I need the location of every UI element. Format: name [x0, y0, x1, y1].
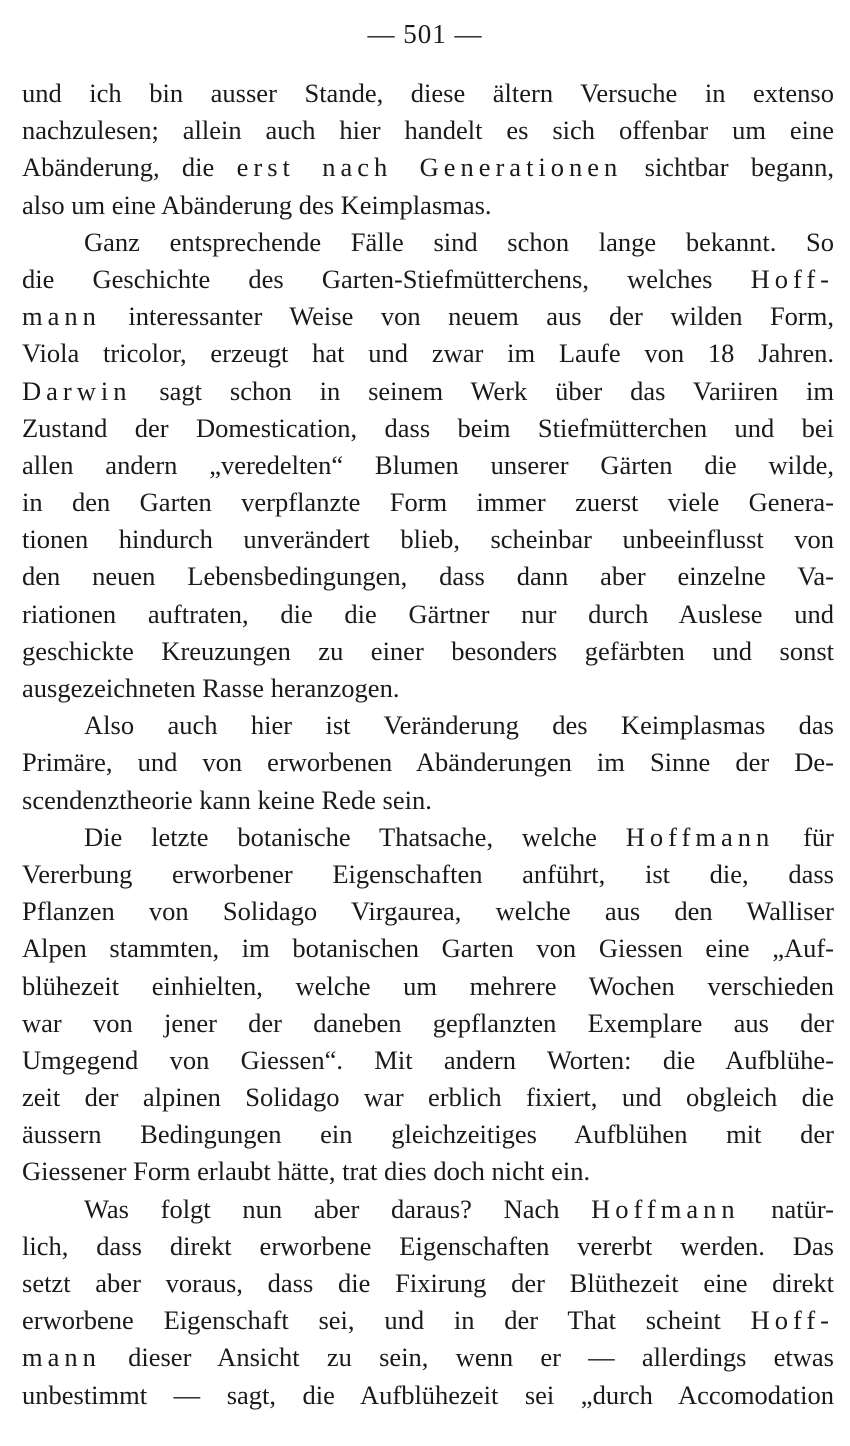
text-line: Umgegend von Giessen“. Mit andern Worten: die Aufblühe-: [22, 1044, 834, 1075]
text-line: Pflanzen von Solidago Virgaurea, welche aus den Walliser: [22, 896, 834, 927]
text-line: [22, 149, 834, 186]
text-line: scendenztheorie kann keine Rede sein.: [22, 784, 432, 815]
text-line: [22, 1339, 834, 1376]
text-line: also um eine Abänderung des Keimplasmas.: [22, 189, 492, 220]
emphasized-text: mann: [22, 301, 101, 332]
emphasized-text: Hoffmann: [591, 1193, 740, 1224]
text-segment: erworbene Eigenschaft sei, und in der That scheint: [22, 1305, 751, 1336]
text-line: [22, 1191, 834, 1228]
text-segment: sichtbar begann,: [622, 152, 834, 183]
text-line: Zustand der Domestication, dass beim Stiefmütterchen und bei: [22, 412, 834, 443]
text-line: [22, 373, 834, 410]
emphasized-text: erst nach Generationen: [236, 152, 623, 183]
emphasized-text: mann: [22, 1342, 101, 1373]
text-line: Alpen stammten, im botanischen Garten von Giessen eine „Auf-: [22, 933, 834, 964]
text-line: und ich bin ausser Stande, diese ältern Versuche in extenso: [22, 78, 834, 108]
text-segment: interessanter Weise von neuem aus der wilden Form,: [100, 301, 834, 332]
text-line: [22, 819, 834, 856]
text-line: äussern Bedingungen ein gleichzeitiges Aufblühen mit der: [22, 1119, 834, 1150]
text-line: Ganz entsprechende Fälle sind schon lange bekannt. So: [84, 226, 834, 257]
text-segment: Die letzte botanische Thatsache, welche: [84, 821, 626, 852]
text-line: lich, dass direkt erworbene Eigenschaften vererbt werden. Das: [22, 1230, 834, 1261]
emphasized-text: Hoff-: [750, 1305, 834, 1336]
emphasized-text: Hoff-: [750, 263, 834, 294]
text-line: Vererbung erworbener Eigenschaften anführt, ist die, dass: [22, 858, 834, 889]
text-line: Giessener Form erlaubt hätte, trat dies doch nicht ein.: [22, 1156, 591, 1187]
text-segment: natür-: [739, 1193, 834, 1224]
text-line: war von jener der daneben gepflanzten Exemplare aus der: [22, 1007, 834, 1038]
text-segment: die Geschichte des Garten-Stiefmütterchens, welches: [22, 263, 751, 294]
text-line: Also auch hier ist Veränderung des Keimplasmas das: [84, 710, 834, 741]
emphasized-text: Darwin: [22, 375, 132, 406]
text-line: nachzulesen; allein auch hier handelt es sich offenbar um eine: [22, 115, 834, 146]
text-segment: sagt schon in seinem Werk über das Variiren im: [131, 375, 834, 406]
text-segment: für: [774, 821, 834, 852]
page-number: — 501 —: [367, 19, 483, 49]
text-line: in den Garten verpflanzte Form immer zuerst viele Genera-: [22, 487, 834, 518]
text-line: [22, 1302, 834, 1339]
text-line: [22, 261, 834, 298]
text-line: den neuen Lebensbedingungen, dass dann aber einzelne Va-: [22, 561, 834, 592]
emphasized-text: Hoffmann: [625, 821, 775, 852]
text-line: unbestimmt — sagt, die Aufblühezeit sei „durch Accomodation: [22, 1379, 834, 1410]
text-line: setzt aber voraus, dass die Fixirung der Blüthezeit eine direkt: [22, 1268, 834, 1298]
text-line: Viola tricolor, erzeugt hat und zwar im Laufe von 18 Jahren.: [22, 338, 834, 369]
text-segment: Abänderung, die: [22, 152, 237, 183]
text-line: allen andern „veredelten“ Blumen unserer Gärten die wilde,: [22, 449, 834, 480]
text-line: tionen hindurch unverändert blieb, scheinbar unbeeinflusst von: [22, 524, 834, 555]
text-line: zeit der alpinen Solidago war erblich fixiert, und obgleich die: [22, 1082, 834, 1113]
text-segment: Was folgt nun aber daraus? Nach: [84, 1193, 592, 1224]
text-line: [22, 298, 834, 335]
text-line: geschickte Kreuzungen zu einer besonders gefärbten und sonst: [22, 635, 834, 666]
text-line: blühezeit einhielten, welche um mehrere Wochen verschieden: [22, 970, 834, 1001]
text-line: Primäre, und von erworbenen Abänderungen im Sinne der De-: [22, 747, 834, 778]
body-text: [22, 75, 834, 1414]
text-segment: dieser Ansicht zu sein, wenn er — allerdings etwas: [100, 1342, 834, 1373]
text-line: ausgezeichneten Rasse heranzogen.: [22, 673, 400, 703]
text-line: riationen auftraten, die die Gärtner nur durch Auslese und: [22, 598, 834, 629]
